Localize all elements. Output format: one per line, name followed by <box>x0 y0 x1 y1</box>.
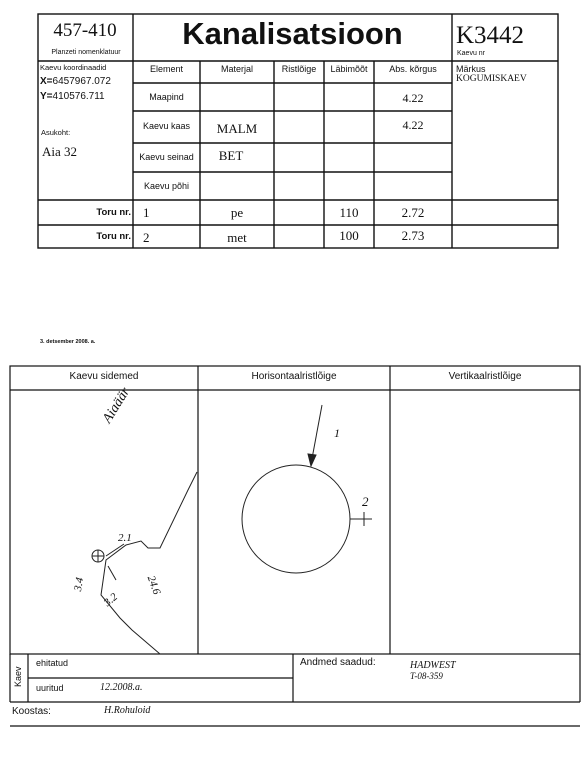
pipe-elevation: 2.73 <box>401 228 425 243</box>
surveyed-date: 12.2008.a. <box>100 682 143 693</box>
plan-code-label: Planzeti nomenklatuur <box>51 49 121 56</box>
pipe-diameter: 110 <box>339 205 359 220</box>
col-diameter-header: Läbimõõt <box>330 64 368 74</box>
location-label: Asukoht: <box>41 128 71 137</box>
y-label: Y= <box>40 91 53 102</box>
col-well-ties-header: Kaevu sidemed <box>69 371 139 382</box>
row-element-label: Kaevu seinad <box>139 152 194 162</box>
row-element-label: Maapind <box>149 92 184 102</box>
y-value: 410576.711 <box>52 91 105 102</box>
compiled-by-value: H.Rohuloid <box>104 705 151 716</box>
pipe-elevation: 2.72 <box>401 205 425 220</box>
dimension-a: 2.1 <box>118 532 132 544</box>
col-horizontal-section-header: Horisontaalristlõige <box>251 371 337 382</box>
row-element-label: Kaevu põhi <box>143 181 190 191</box>
col-vertical-section-header: Vertikaalristlõige <box>448 371 522 382</box>
remarks-value: KOGUMISKAEV <box>456 74 527 84</box>
col-material-header: Materjal <box>220 64 253 74</box>
pipe-number: 1 <box>143 205 150 220</box>
dimension-b: 3.4 <box>72 576 87 593</box>
street-label: Aiaäär <box>100 385 134 426</box>
row-material-value: MALM <box>216 121 258 136</box>
row-material-value: BET <box>218 148 244 163</box>
surveyed-label: uuritud <box>36 683 64 693</box>
well-number-label: Kaevu nr <box>457 50 486 57</box>
row-element-label: Kaevu kaas <box>142 121 191 131</box>
pipe-number: 2 <box>143 230 150 245</box>
dimension-c: 3.2 <box>101 590 120 610</box>
pipe-material: met <box>227 230 247 245</box>
data-source-label: Andmed saadud: <box>300 657 376 668</box>
col-elevation-header: Abs. kõrgus <box>389 64 437 74</box>
pipe-label: Toru nr. <box>96 207 131 218</box>
pipe-1-label: 1 <box>334 426 340 440</box>
row-elevation-value: 4.22 <box>402 118 424 132</box>
plan-code: 457-410 <box>53 20 117 41</box>
pipe-label: Toru nr. <box>96 231 131 242</box>
pipe-2-label: 2 <box>362 494 369 509</box>
built-label: ehitatud <box>36 658 69 668</box>
well-number: K3442 <box>456 22 525 49</box>
page-title: Kanalisatsioon <box>182 16 403 51</box>
data-source-value: HADWEST <box>410 660 456 671</box>
horizontal-section-sketch <box>242 405 372 573</box>
x-value: 6457967.072 <box>52 76 111 87</box>
coordinates-label: Kaevu koordinaadid <box>40 63 107 72</box>
location-value: Aia 32 <box>42 144 78 159</box>
col-section-header: Ristlõige <box>281 64 317 74</box>
dimension-d: 24.6 <box>144 574 163 597</box>
pipe-diameter: 100 <box>339 228 359 243</box>
compiled-by-label: Koostas: <box>12 706 51 717</box>
x-label: X= <box>40 76 53 87</box>
well-side-label: Kaev <box>13 666 23 687</box>
row-elevation-value: 4.22 <box>402 91 424 105</box>
data-source-code: T-08-359 <box>410 671 443 681</box>
col-remarks-header: Märkus <box>456 64 486 74</box>
pipe-material: pe <box>230 205 244 220</box>
document-date: 3. detsember 2008. a. <box>40 339 96 345</box>
well-ties-sketch <box>92 472 197 654</box>
col-element-header: Element <box>149 64 184 74</box>
